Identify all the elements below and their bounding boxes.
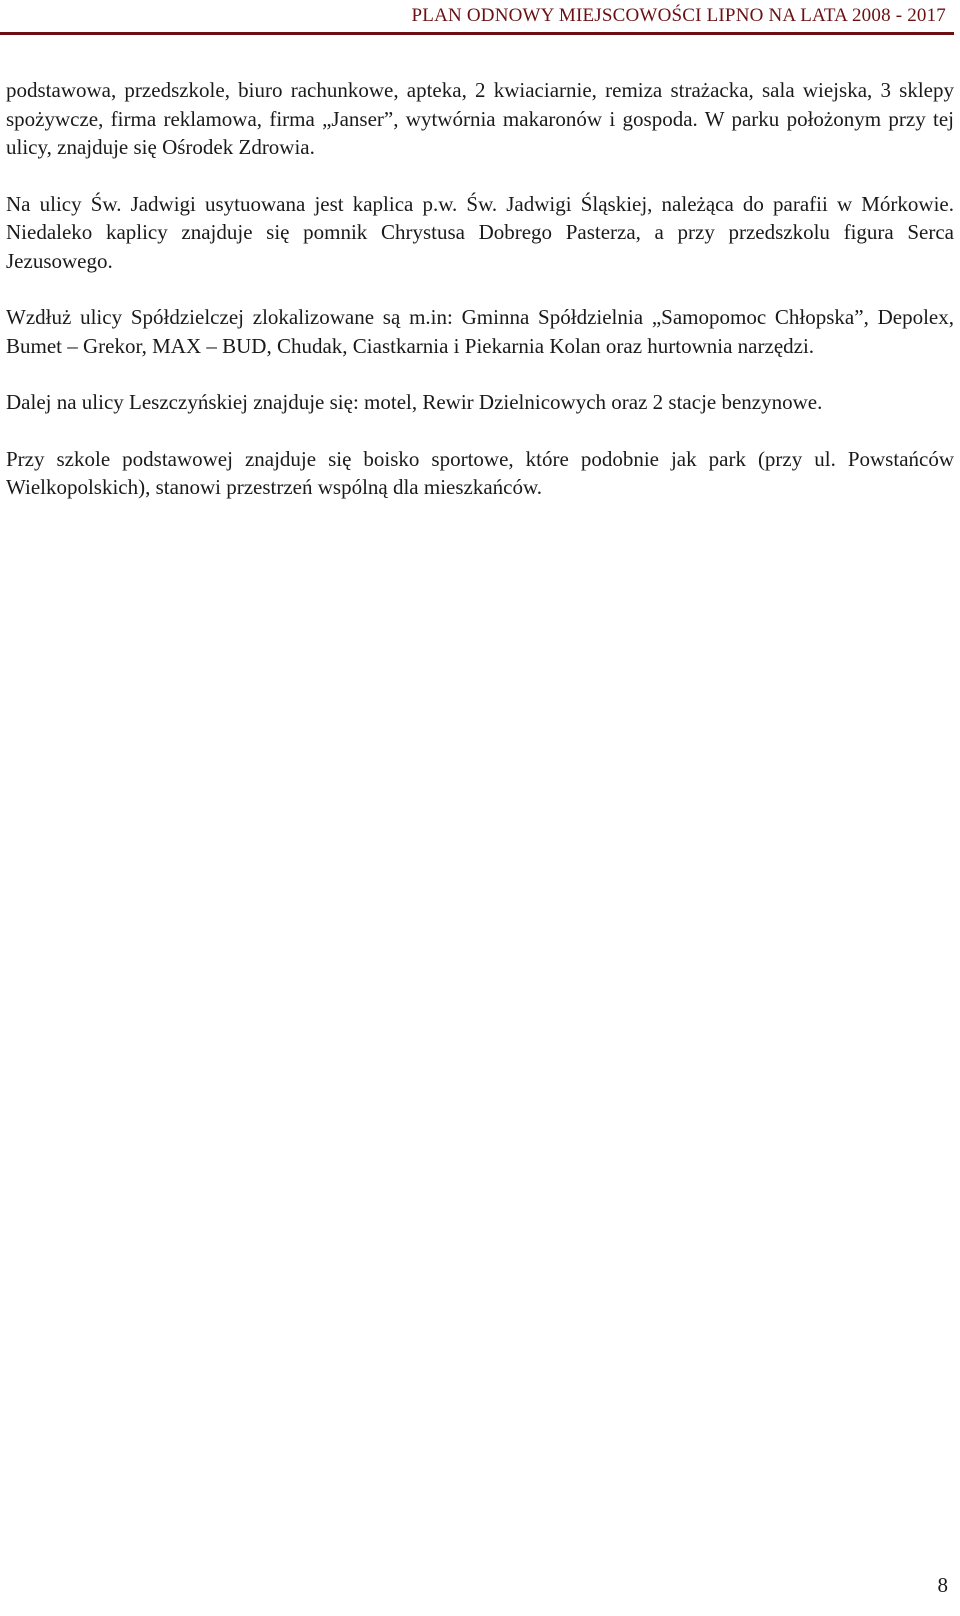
document-body [6, 76, 954, 530]
header-divider [0, 32, 954, 35]
paragraph-2: Na ulicy Św. Jadwigi usytuowana jest kaplica p.w. Św. Jadwigi Śląskiej, należąca do parafii w Mórkowie. Niedaleko kaplicy znajduje się pomnik Chrystusa Dobrego Pasterza, a przy przedszkolu figura Serca Jezusowego. [6, 191, 954, 273]
page-header-title: PLAN ODNOWY MIEJSCOWOŚCI LIPNO NA LATA 2008 - 2017 [411, 5, 946, 26]
paragraph-1: podstawowa, przedszkole, biuro rachunkowe, apteka, 2 kwiaciarnie, remiza strażacka, sala wiejska, 3 sklepy spożywcze, firma reklamowa, firma „Janser”, wytwórnia makaronów i gospoda. W parku położonym przy tej ulicy, znajduje się Ośrodek Zdrowia. [6, 78, 954, 159]
paragraph-4: Dalej na ulicy Leszczyńskiej znajduje się: motel, Rewir Dzielnicowych oraz 2 stacje benzynowe. [6, 390, 823, 414]
paragraph-3: Wzdłuż ulicy Spółdzielczej zlokalizowane są m.in: Gminna Spółdzielnia „Samopomoc Chłopska”, Depolex, Bumet – Grekor, MAX – BUD, Chudak, Ciastkarnia i Piekarnia Kolan oraz hurtownia narzędzi. [6, 305, 954, 358]
paragraph-5: Przy szkole podstawowej znajduje się boisko sportowe, które podobnie jak park (przy ul. Powstańców Wielkopolskich), stanowi przestrzeń wspólną dla mieszkańców. [6, 446, 954, 499]
page-number: 8 [937, 1573, 948, 1597]
